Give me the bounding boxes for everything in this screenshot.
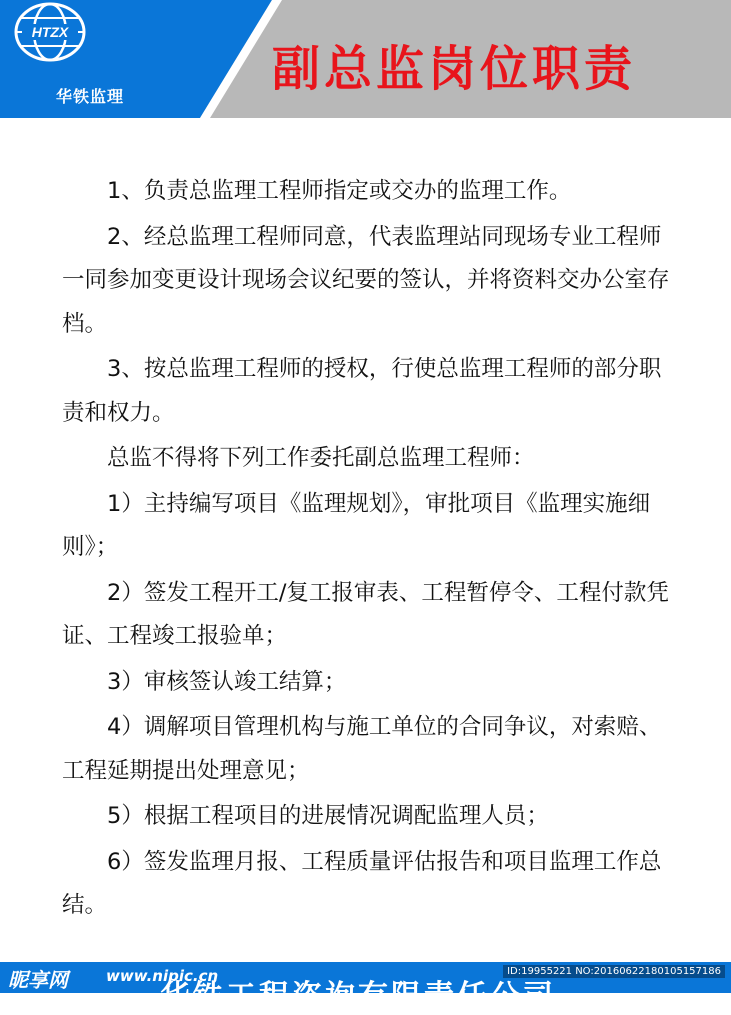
duty-item-3: 3、按总监理工程师的授权，行使总监理工程师的部分职责和权力。 [62, 356, 662, 426]
globe-logo-icon [0, 0, 100, 86]
restriction-item-2: 2）签发工程开工/复工报审表、工程暂停令、工程付款凭证、工程竣工报验单； [62, 579, 669, 649]
company-short-name: 华铁监理 [55, 87, 124, 106]
restriction-heading: 总监不得将下列工作委托副总监理工程师： [107, 445, 535, 471]
restriction-item-3: 3）审核签认竣工结算； [107, 668, 347, 695]
header-banner [0, 0, 731, 118]
restriction-item-1: 1）主持编写项目《监理规划》，审批项目《监理实施细则》； [62, 490, 651, 560]
restriction-item-4: 4）调解项目管理机构与施工单位的合同争议，对索赔、工程延期提出处理意见； [62, 714, 662, 784]
page-title: 副总监岗位职责 [272, 41, 637, 97]
logo-text: HTZX [31, 24, 69, 40]
watermark-logo: 昵享网 [8, 968, 68, 992]
company-full-name: 华铁工程咨询有限责任公司 [160, 979, 556, 1014]
duty-item-2: 2、经总监理工程师同意，代表监理站同现场专业工程师一同参加变更设计现场会议纪要的签认，并将资料交办公室存档。 [62, 223, 670, 337]
watermark-site: www.nipic.cn [106, 967, 219, 985]
restriction-item-6: 6）签发监理月报、工程质量评估报告和项目监理工作总结。 [62, 848, 662, 918]
duties-body [62, 170, 672, 930]
duty-item-1: 1、负责总监理工程师指定或交办的监理工作。 [107, 178, 572, 204]
image-id-label: ID:19955221 NO:20160622180105157186 [503, 965, 725, 978]
restriction-item-5: 5）根据工程项目的进展情况调配监理人员； [107, 803, 549, 829]
footer-bar [0, 962, 731, 1014]
